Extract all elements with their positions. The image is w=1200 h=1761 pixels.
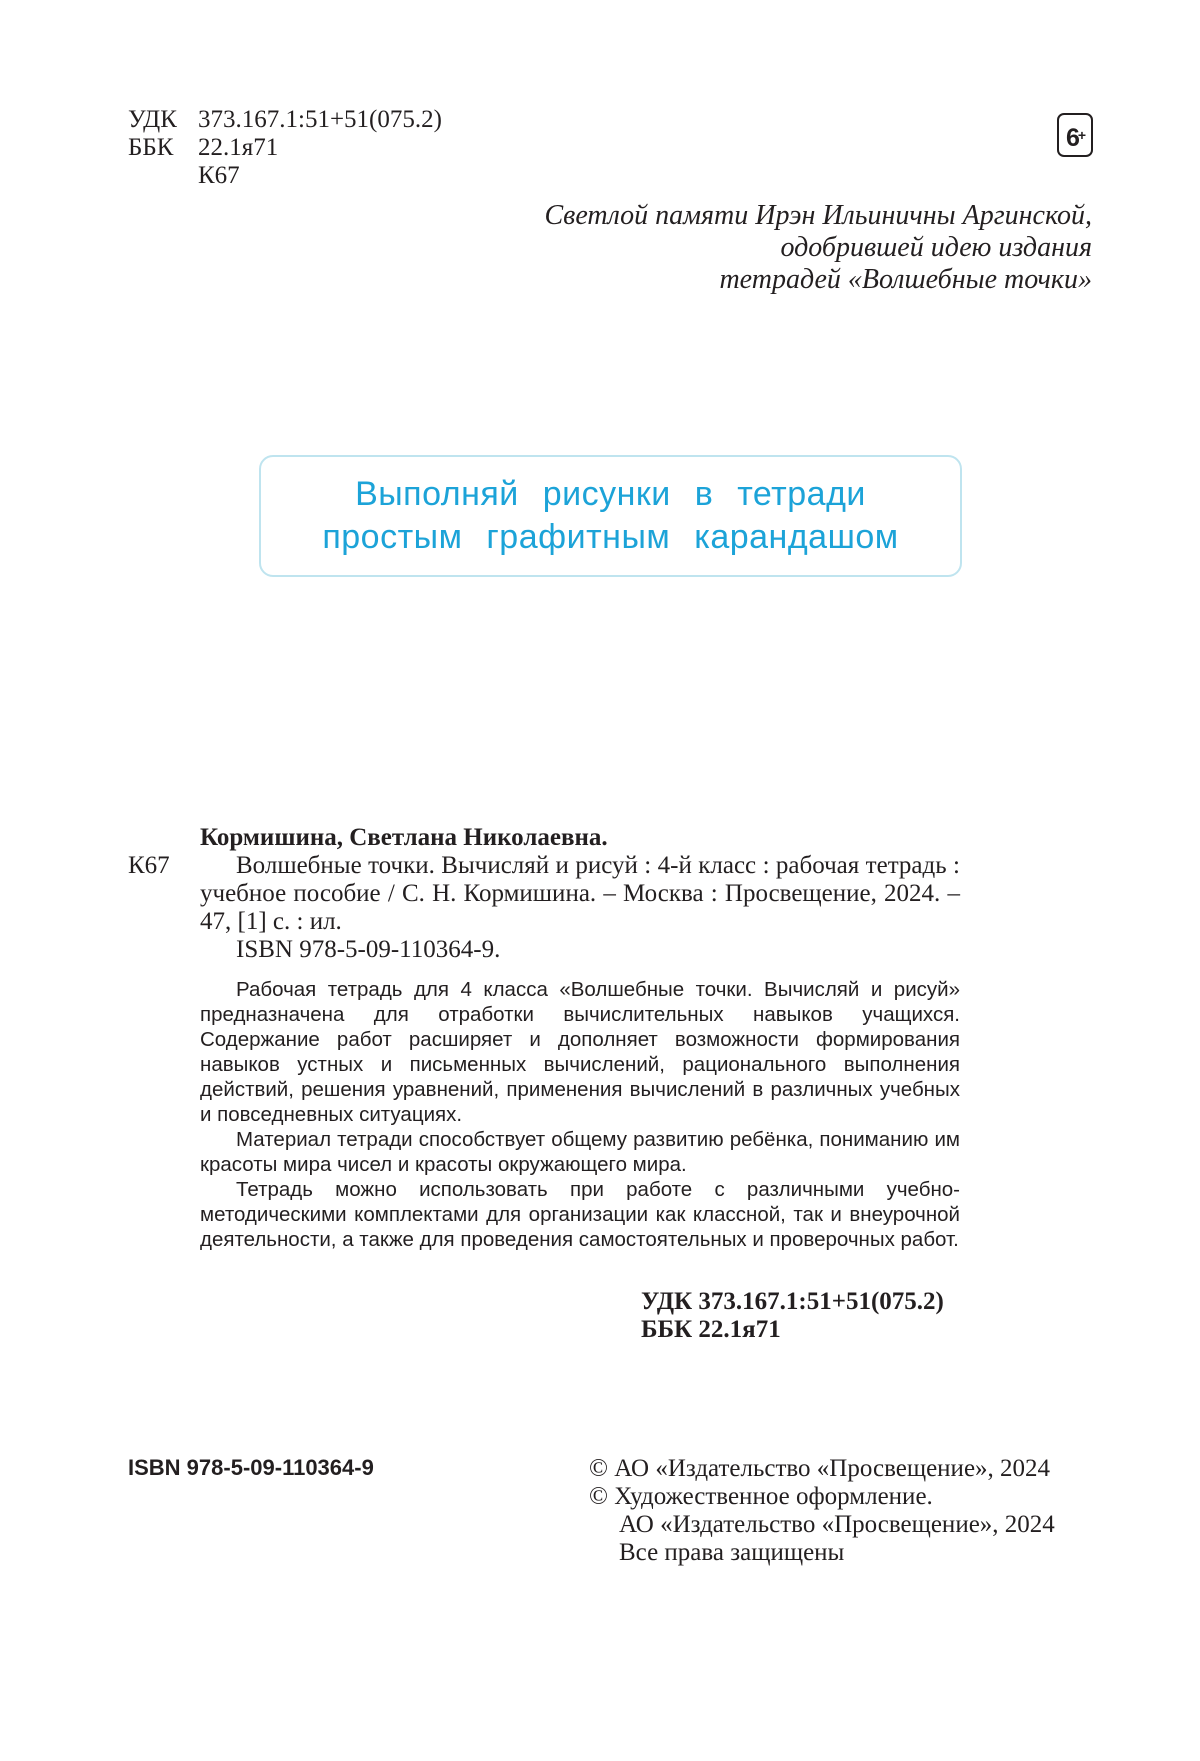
age-rating-badge: 6+ — [1057, 113, 1093, 157]
udc-line: УДК 373.167.1:51+51(075.2) — [128, 106, 442, 133]
bbk-line: ББК 22.1я71 — [128, 134, 279, 161]
dedication: Светлой памяти Ирэн Ильиничны Аргинской, одобрившей идею издания тетрадей «Волшебные точки» — [544, 200, 1092, 295]
classification-codes — [128, 106, 442, 190]
classification-bold: УДК 373.167.1:51+51(075.2) ББК 22.1я71 — [641, 1288, 944, 1343]
author-mark: К67 — [128, 852, 170, 879]
bibliographic-description: Волшебные точки. Вычисляй и рисуй : 4-й класс : рабочая тетрадь : учебное пособие / С. Н. Кормишина. – Москва : Просвещение, 2024. – 47, [1] с. : ил. — [200, 852, 960, 935]
pencil-notice-box: Выполняй рисунки в тетради простым графитным карандашом — [259, 455, 962, 577]
author-mark-line: К67 — [198, 162, 240, 189]
isbn: ISBN 978-5-09-110364-9 — [128, 1455, 374, 1480]
catalog-card — [128, 824, 960, 964]
catalog-isbn: ISBN 978-5-09-110364-9. — [236, 936, 501, 963]
copyright: © АО «Издательство «Просвещение», 2024 © Художественное оформление. АО «Издательство «Просвещение», 2024 Все права защищены — [589, 1455, 1055, 1566]
author-name: Кормишина, Светлана Николаевна. — [200, 824, 608, 851]
annotation: Рабочая тетрадь для 4 класса «Волшебные точки. Вычисляй и рисуй» предназначена для отработки вычислительных навыков учащихся. Содержание работ расширяет и дополняет возможности формирования навыков устных и письменных вычислений, рационального выполнения действий, решения уравнений, применения вычислений в различных учебных и повседневных ситуациях. Материал тетради способствует общему развитию ребёнка, пониманию им красоты мира чисел и красоты окружающего мира. Тетрадь можно использовать при работе с различными учебно-методическими комплектами для организации как классной, так и внеурочной деятельности, а также для проведения самостоятельных и проверочных работ. — [200, 978, 960, 1251]
